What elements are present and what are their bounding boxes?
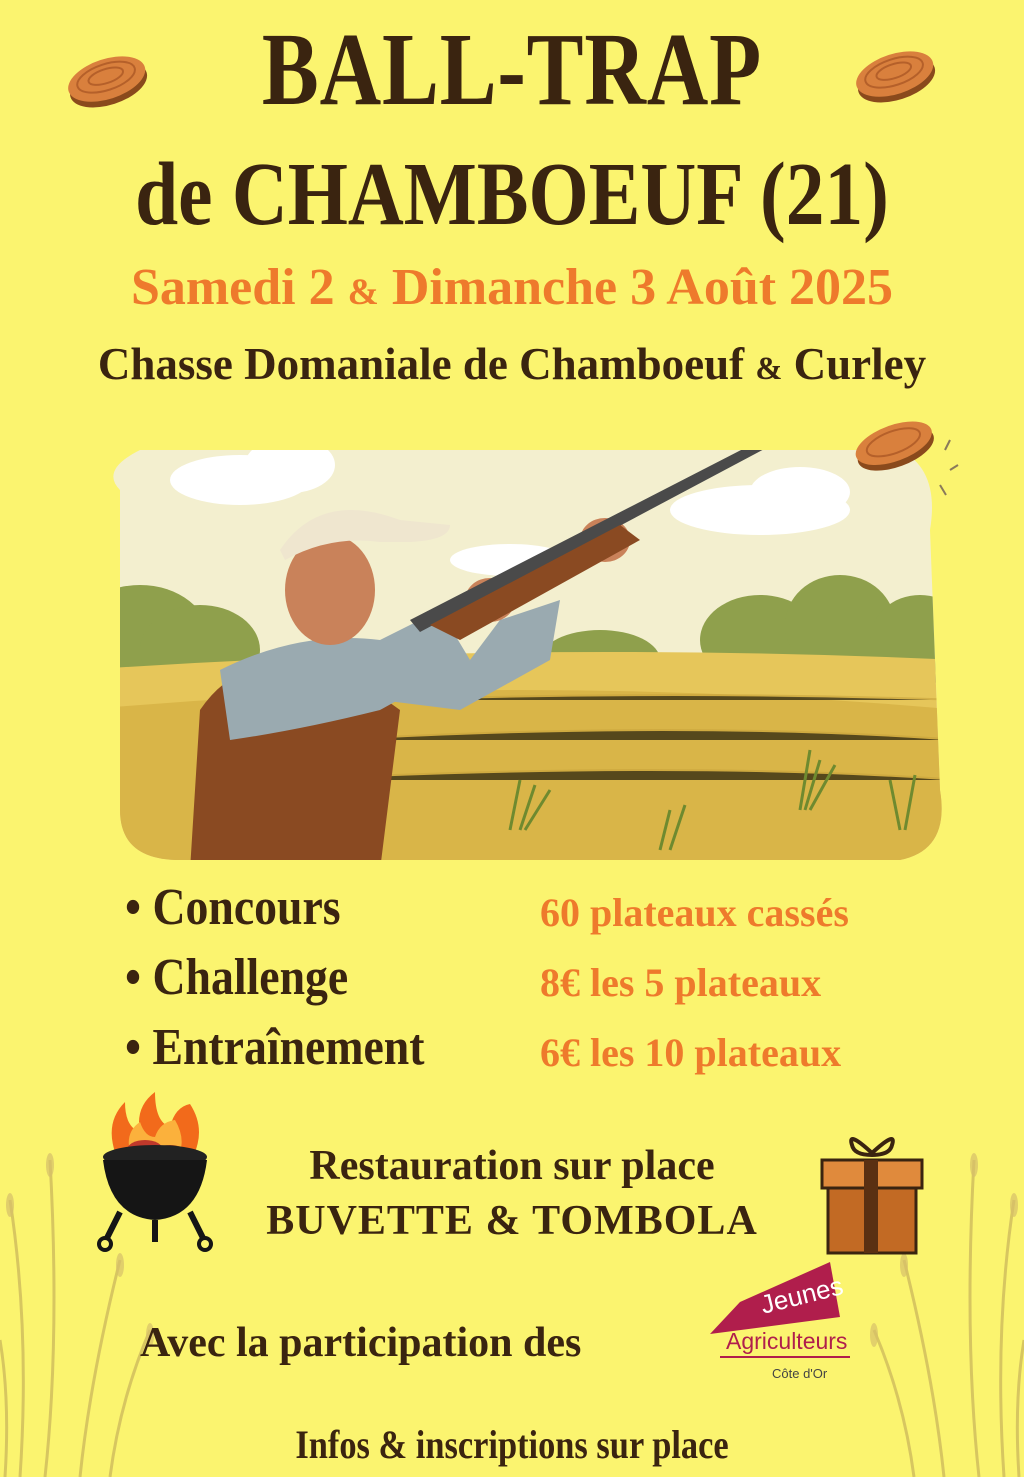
activity-challenge: • Challenge xyxy=(125,949,349,1006)
event-subtitle: de CHAMBOEUF (21) xyxy=(135,145,889,244)
venue-part1: Chasse Domaniale de Chamboeuf xyxy=(97,339,756,389)
dates-day1: Samedi 2 xyxy=(130,259,348,316)
buvette-tombola-text: BUVETTE & TOMBOLA xyxy=(266,1198,758,1244)
restauration-text: Restauration sur place xyxy=(309,1143,715,1189)
event-title: BALL-TRAP xyxy=(261,12,763,127)
activity-concours: • Concours xyxy=(125,879,341,936)
price-challenge: 8€ les 5 plateaux xyxy=(540,960,822,1005)
shooter-illustration xyxy=(80,410,960,870)
activity-entrainement: • Entraînement xyxy=(125,1019,425,1076)
price-concours: 60 plateaux cassés xyxy=(540,890,849,935)
price-entrainement: 6€ les 10 plateaux xyxy=(540,1030,842,1075)
logo-word-agriculteurs: Agriculteurs xyxy=(726,1328,848,1354)
logo-word-jeunes: Jeunes xyxy=(757,1270,847,1320)
participation-text: Avec la participation des xyxy=(140,1320,582,1366)
logo-word-cotedor: Côte d'Or xyxy=(772,1366,828,1381)
infos-inscriptions: Infos & inscriptions sur place xyxy=(295,1422,729,1467)
dates-day2: Dimanche 3 Août 2025 xyxy=(378,259,894,316)
event-venue xyxy=(0,339,1024,389)
jeunes-agriculteurs-logo xyxy=(700,1262,880,1392)
dates-ampersand: & xyxy=(347,272,379,313)
event-dates xyxy=(0,259,1024,316)
venue-ampersand: & xyxy=(755,351,783,387)
venue-part2: Curley xyxy=(782,339,927,389)
